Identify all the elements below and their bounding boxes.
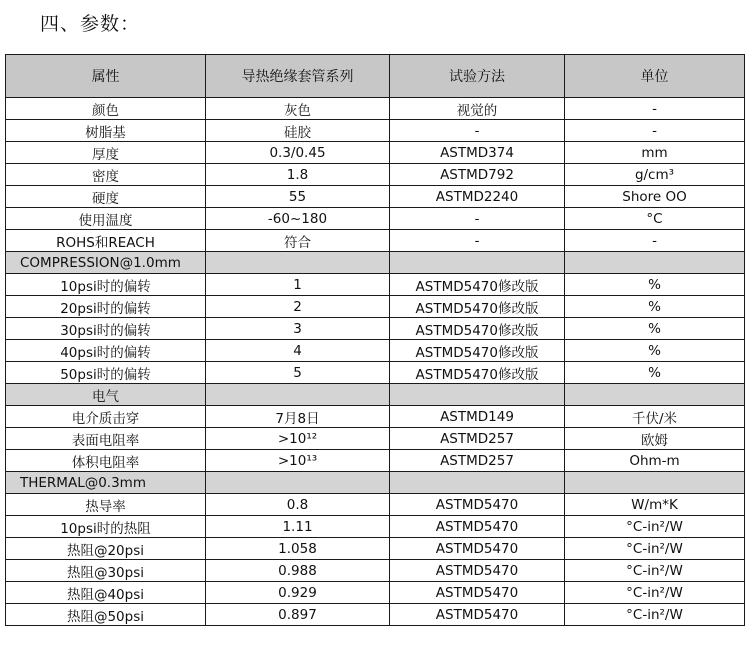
cell-test-method: ASTMD792 [390, 164, 565, 186]
cell-property: 热阻@30psi [6, 560, 206, 582]
cell-test-method: ASTMD5470 [390, 560, 565, 582]
cell-test-method: ASTMD5470 [390, 516, 565, 538]
cell-value: 0.929 [206, 582, 390, 604]
table-row [6, 142, 745, 164]
header-property: 属性 [6, 55, 206, 98]
cell-unit: % [565, 362, 745, 384]
cell-value: 1 [206, 274, 390, 296]
parameters-table [5, 54, 745, 626]
section-empty-cell [206, 384, 390, 406]
cell-test-method: ASTMD5470 [390, 582, 565, 604]
cell-property: 20psi时的偏转 [6, 296, 206, 318]
cell-property: 50psi时的偏转 [6, 362, 206, 384]
table-row [6, 538, 745, 560]
cell-unit: °C [565, 208, 745, 230]
cell-test-method: - [390, 230, 565, 252]
section-label: 电气 [6, 384, 206, 406]
cell-property: 硬度 [6, 186, 206, 208]
section-row [6, 252, 745, 274]
table-row [6, 296, 745, 318]
header-series: 导热绝缘套管系列 [206, 55, 390, 98]
cell-value: 硅胶 [206, 120, 390, 142]
section-empty-cell [565, 384, 745, 406]
cell-unit: Shore OO [565, 186, 745, 208]
section-row [6, 384, 745, 406]
cell-value: >10¹² [206, 428, 390, 450]
section-empty-cell [565, 472, 745, 494]
cell-value: 灰色 [206, 98, 390, 120]
cell-property: 热阻@40psi [6, 582, 206, 604]
cell-unit: % [565, 296, 745, 318]
cell-unit: mm [565, 142, 745, 164]
cell-value: 0.3/0.45 [206, 142, 390, 164]
cell-property: 树脂基 [6, 120, 206, 142]
cell-test-method: ASTMD5470 [390, 604, 565, 626]
cell-unit: - [565, 230, 745, 252]
table-row [6, 604, 745, 626]
cell-value: 4 [206, 340, 390, 362]
table-row [6, 164, 745, 186]
cell-value: 0.988 [206, 560, 390, 582]
cell-property: 使用温度 [6, 208, 206, 230]
cell-test-method: ASTMD5470修改版 [390, 340, 565, 362]
cell-property: 40psi时的偏转 [6, 340, 206, 362]
cell-unit: °C-in²/W [565, 582, 745, 604]
cell-test-method: ASTMD257 [390, 428, 565, 450]
cell-value: >10¹³ [206, 450, 390, 472]
cell-value: 0.8 [206, 494, 390, 516]
cell-property: 颜色 [6, 98, 206, 120]
cell-property: ROHS和REACH [6, 230, 206, 252]
cell-unit: - [565, 98, 745, 120]
cell-unit: W/m*K [565, 494, 745, 516]
cell-value: 55 [206, 186, 390, 208]
cell-value: 1.11 [206, 516, 390, 538]
section-row [6, 472, 745, 494]
cell-unit: °C-in²/W [565, 560, 745, 582]
cell-test-method: ASTMD149 [390, 406, 565, 428]
section-label: THERMAL@0.3mm [6, 472, 206, 494]
table-row [6, 494, 745, 516]
cell-test-method: 视觉的 [390, 98, 565, 120]
section-empty-cell [390, 384, 565, 406]
cell-value: 1.8 [206, 164, 390, 186]
cell-property: 10psi时的热阻 [6, 516, 206, 538]
cell-test-method: ASTMD5470修改版 [390, 296, 565, 318]
table-row [6, 428, 745, 450]
table-row [6, 208, 745, 230]
cell-test-method: ASTMD257 [390, 450, 565, 472]
cell-value: 0.897 [206, 604, 390, 626]
section-empty-cell [565, 252, 745, 274]
cell-value: 5 [206, 362, 390, 384]
cell-test-method: ASTMD374 [390, 142, 565, 164]
cell-test-method: ASTMD2240 [390, 186, 565, 208]
cell-property: 30psi时的偏转 [6, 318, 206, 340]
cell-test-method: ASTMD5470修改版 [390, 318, 565, 340]
section-empty-cell [390, 252, 565, 274]
cell-value: 符合 [206, 230, 390, 252]
cell-property: 热阻@20psi [6, 538, 206, 560]
cell-unit: °C-in²/W [565, 538, 745, 560]
cell-property: 体积电阻率 [6, 450, 206, 472]
cell-property: 厚度 [6, 142, 206, 164]
cell-unit: % [565, 318, 745, 340]
cell-unit: 千伏/米 [565, 406, 745, 428]
cell-unit: - [565, 120, 745, 142]
table-row [6, 98, 745, 120]
cell-property: 电介质击穿 [6, 406, 206, 428]
cell-property: 热导率 [6, 494, 206, 516]
cell-property: 热阻@50psi [6, 604, 206, 626]
cell-value: 7月8日 [206, 406, 390, 428]
table-row [6, 274, 745, 296]
header-test-method: 试验方法 [390, 55, 565, 98]
table-header-row [6, 55, 745, 98]
cell-property: 表面电阻率 [6, 428, 206, 450]
table-body [6, 98, 745, 626]
cell-unit: % [565, 274, 745, 296]
table-row [6, 230, 745, 252]
cell-test-method: - [390, 120, 565, 142]
table-row [6, 318, 745, 340]
section-label: COMPRESSION@1.0mm [6, 252, 206, 274]
table-row [6, 560, 745, 582]
section-empty-cell [206, 252, 390, 274]
table-row [6, 582, 745, 604]
cell-value: 3 [206, 318, 390, 340]
cell-value: 2 [206, 296, 390, 318]
cell-unit: Ohm-m [565, 450, 745, 472]
cell-value: 1.058 [206, 538, 390, 560]
section-heading: 四、参数： [40, 13, 141, 35]
cell-unit: % [565, 340, 745, 362]
cell-unit: °C-in²/W [565, 604, 745, 626]
cell-test-method: - [390, 208, 565, 230]
cell-test-method: ASTMD5470 [390, 538, 565, 560]
header-unit: 单位 [565, 55, 745, 98]
cell-test-method: ASTMD5470 [390, 494, 565, 516]
table-row [6, 186, 745, 208]
cell-property: 密度 [6, 164, 206, 186]
cell-test-method: ASTMD5470修改版 [390, 362, 565, 384]
cell-test-method: ASTMD5470修改版 [390, 274, 565, 296]
cell-unit: g/cm³ [565, 164, 745, 186]
cell-property: 10psi时的偏转 [6, 274, 206, 296]
cell-unit: 欧姆 [565, 428, 745, 450]
cell-unit: °C-in²/W [565, 516, 745, 538]
table-row [6, 516, 745, 538]
section-empty-cell [390, 472, 565, 494]
cell-value: -60~180 [206, 208, 390, 230]
table-row [6, 362, 745, 384]
section-empty-cell [206, 472, 390, 494]
table-row [6, 450, 745, 472]
table-row [6, 120, 745, 142]
table-row [6, 406, 745, 428]
table-row [6, 340, 745, 362]
